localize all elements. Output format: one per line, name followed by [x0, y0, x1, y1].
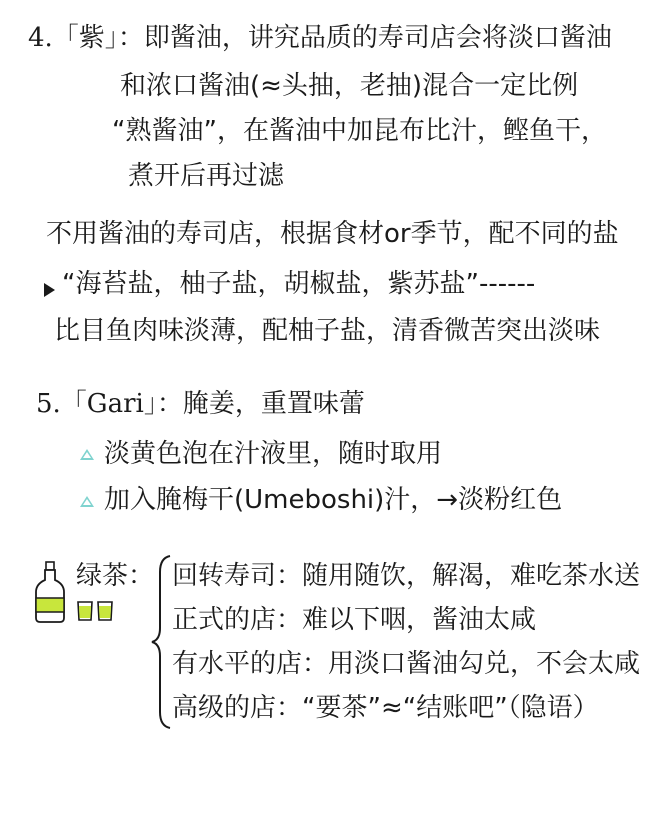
section-4-text-1: ：即酱油，讲究品质的寿司店会将淡口酱油 — [117, 23, 612, 53]
play-arrow-icon — [44, 283, 55, 297]
tea-cup-icon — [78, 602, 92, 620]
tea-cup-icon-2 — [98, 602, 112, 620]
tea-bottle-icon — [36, 562, 64, 622]
tea-item-3: 有水平的店：用淡口酱油勾兑，不会太咸 — [172, 649, 641, 679]
tea-item-2: 正式的店：难以下咽，酱油太咸 — [172, 605, 537, 635]
section-5-bullet-2: 加入腌梅干(Umeboshi)汁，→淡粉红色 — [104, 485, 563, 515]
section-5-text-1: ：腌姜，重置味蕾 — [156, 389, 365, 419]
section-5-label: 5.「Gari」 — [36, 389, 157, 419]
tea-item-4: 高级的店：“要茶”≈“结账吧”（隐语） — [172, 693, 599, 723]
section-4-label: 4.「紫」 — [28, 23, 118, 53]
section-5-bullet-1: 淡黄色泡在汁液里，随时取用 — [104, 439, 443, 469]
section-4-line-4: 煮开后再过滤 — [128, 161, 285, 191]
section-5-line-1 — [36, 388, 365, 420]
section-4-line-3: “熟酱油”，在酱油中加昆布比汁，鲣鱼干， — [112, 116, 607, 146]
salt-paragraph-line-1: 不用酱油的寿司店，根据食材or季节，配不同的盐 — [46, 219, 619, 249]
salt-paragraph-line-3: 比目鱼肉味淡薄，配柚子盐，清香微苦突出淡味 — [54, 316, 601, 346]
tea-item-1: 回转寿司：随用随饮，解渴，难吃茶水送 — [172, 561, 641, 591]
section-4-line-2: 和浓口酱油(≈头抽，老抽)混合一定比例 — [120, 71, 579, 101]
section-4-line-1 — [28, 22, 612, 54]
salt-paragraph-line-2: “海苔盐，柚子盐，胡椒盐，紫苏盐”------ — [62, 269, 536, 299]
triangle-bullet-icon — [80, 449, 94, 460]
tea-label: 绿茶： — [76, 561, 155, 591]
triangle-bullet-icon — [80, 496, 94, 507]
